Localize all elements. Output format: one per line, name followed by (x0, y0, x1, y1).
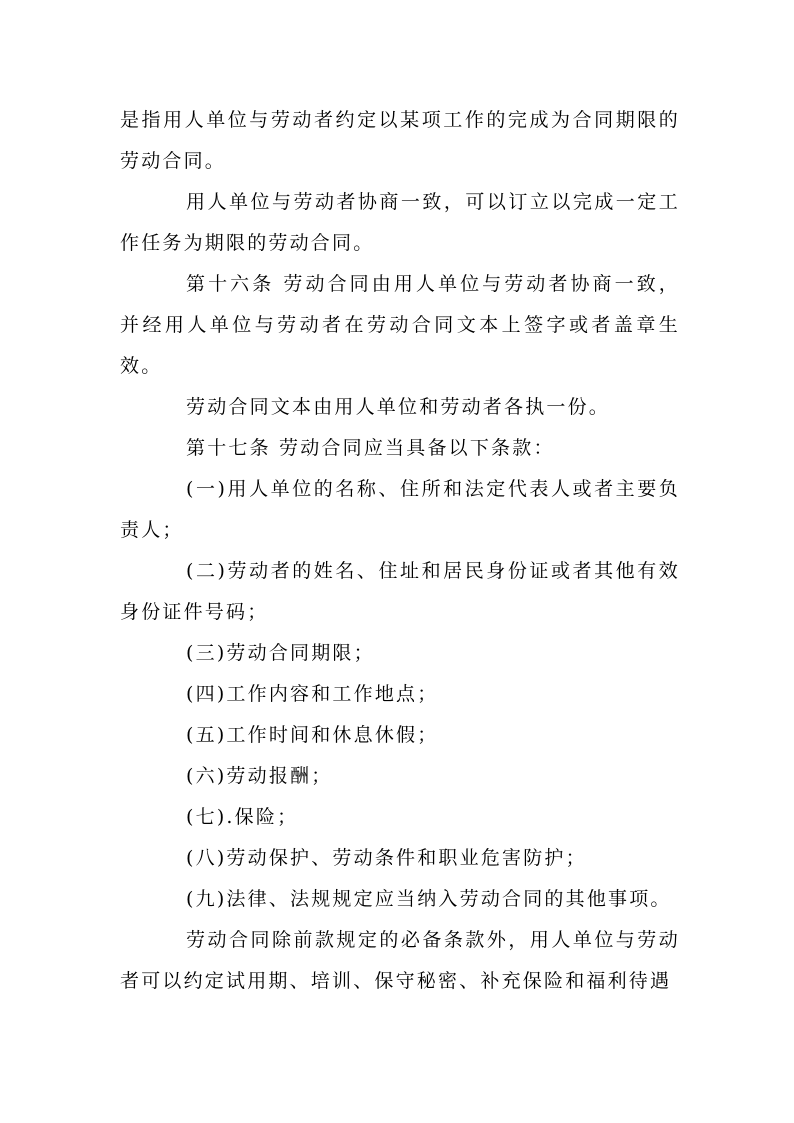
paragraph-optional-terms: 劳动合同除前款规定的必备条款外，用人单位与劳动者可以约定试用期、培训、保守秘密、补充保险和福利待遇 (120, 929, 680, 992)
clause-8-labor-protection: (八)劳动保护、劳动条件和职业危害防护； (186, 847, 587, 869)
paragraph-contract-copies: 劳动合同文本由用人单位和劳动者各执一份。 (186, 396, 611, 418)
paragraph-article-16: 第十六条 劳动合同由用人单位与劳动者协商一致，并经用人单位与劳动者在劳动合同文本上签字或者盖章生效。 (120, 273, 680, 377)
clause-2-employee-info: (二)劳动者的姓名、住址和居民身份证或者其他有效身份证件号码； (120, 560, 680, 623)
document-body (120, 100, 680, 1002)
clause-6-remuneration: (六)劳动报酬； (186, 765, 333, 787)
paragraph-task-based-contract: 用人单位与劳动者协商一致，可以订立以完成一定工作任务为期限的劳动合同。 (120, 191, 680, 254)
paragraph-article-17: 第十七条 劳动合同应当具备以下条款： (186, 437, 555, 459)
paragraph-contract-definition-continued: 是指用人单位与劳动者约定以某项工作的完成为合同期限的劳动合同。 (120, 109, 680, 172)
clause-4-work-content: (四)工作内容和工作地点； (186, 683, 439, 705)
clause-7-insurance: (七).保险； (186, 806, 299, 828)
clause-3-contract-term: (三)劳动合同期限； (186, 642, 375, 664)
clause-1-employer-info: (一)用人单位的名称、住所和法定代表人或者主要负责人； (120, 478, 680, 541)
clause-9-other-matters: (九)法律、法规规定应当纳入劳动合同的其他事项。 (186, 888, 672, 910)
clause-5-working-hours: (五)工作时间和休息休假； (186, 724, 439, 746)
